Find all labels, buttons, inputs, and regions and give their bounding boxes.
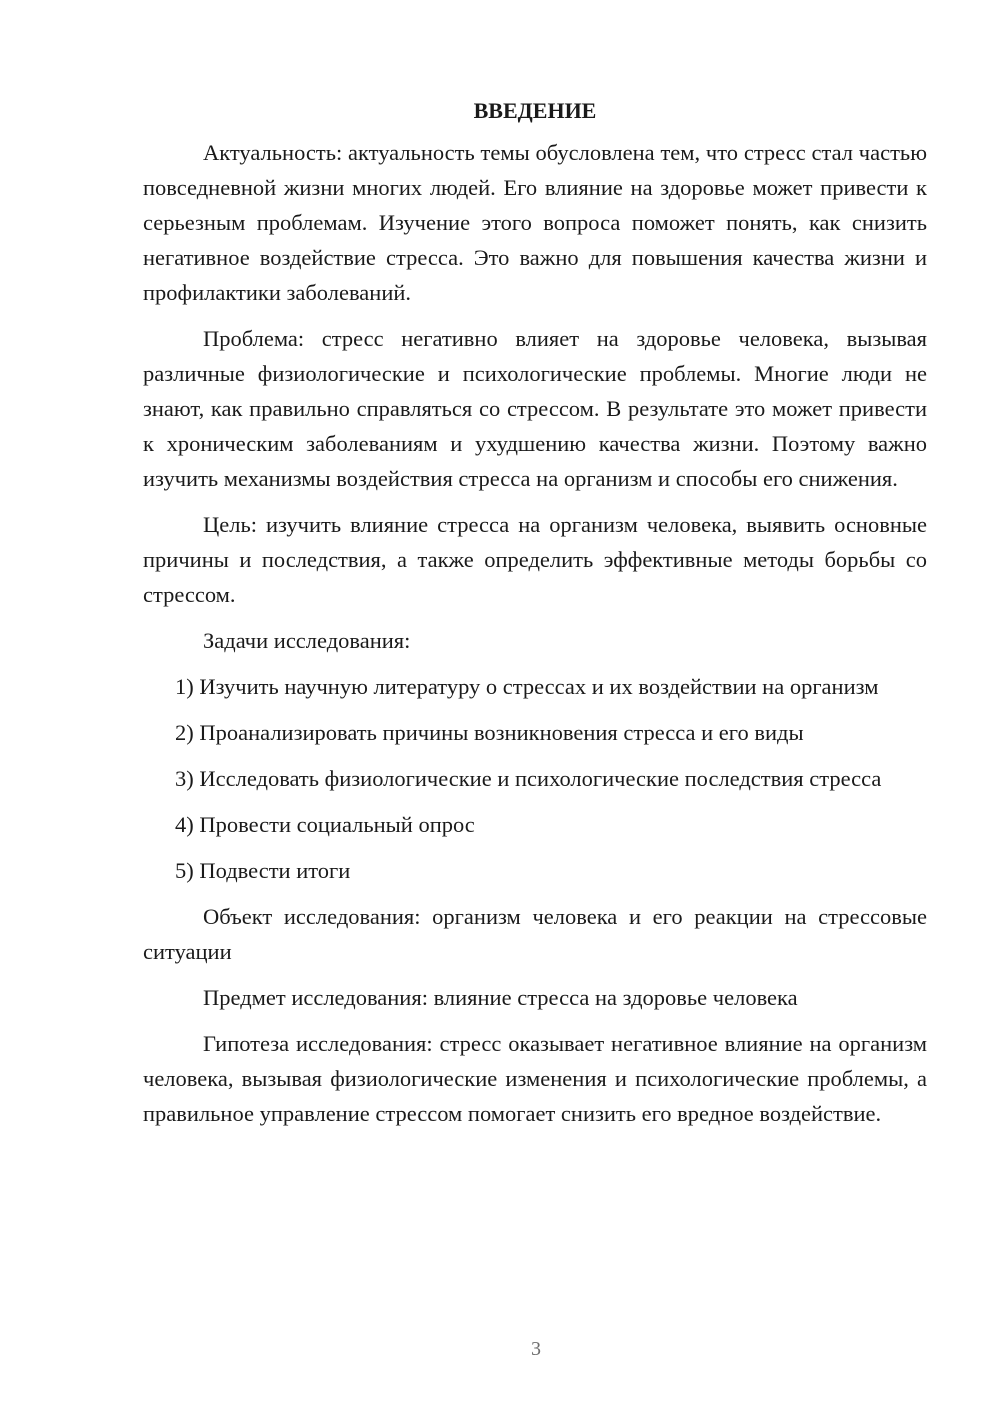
paragraph-subject: Предмет исследования: влияние стресса на здоровье человека	[203, 985, 798, 1010]
paragraph-problem: Проблема: стресс негативно влияет на здоровье человека, вызывая различные физиологические и психологические проблемы. Многие люди не знают, как правильно справляться со стрессом. В результате это может привести к хроническим заболеваниям и ухудшению качества жизни. Поэтому важно изучить механизмы воздействия стресса на организм и способы его снижения.	[143, 326, 927, 491]
paragraph-object: Объект исследования: организм человека и его реакции на стрессовые ситуации	[143, 904, 927, 964]
task-item-2: 2) Проанализировать причины возникновения стресса и его виды	[175, 720, 804, 745]
page-content	[143, 94, 927, 1142]
paragraph-hypothesis: Гипотеза исследования: стресс оказывает негативное влияние на организм человека, вызывая физиологические изменения и психологические проблемы, а правильное управление стрессом помогает снизить его вредное воздействие.	[143, 1031, 927, 1126]
task-item-5: 5) Подвести итоги	[175, 858, 351, 883]
page-number: 3	[531, 1338, 541, 1360]
paragraph-relevance: Актуальность: актуальность темы обусловлена тем, что стресс стал частью повседневной жизни многих людей. Его влияние на здоровье может привести к серьезным проблемам. Изучение этого вопроса поможет понять, как снизить негативное воздействие стресса. Это важно для повышения качества жизни и профилактики заболеваний.	[143, 140, 927, 305]
task-item-4: 4) Провести социальный опрос	[175, 812, 475, 837]
task-item-1: 1) Изучить научную литературу о стрессах и их воздействии на организм	[175, 674, 879, 699]
paragraph-goal: Цель: изучить влияние стресса на организм человека, выявить основные причины и последствия, а также определить эффективные методы борьбы со стрессом.	[143, 512, 927, 607]
tasks-heading: Задачи исследования:	[203, 628, 411, 653]
page-title: ВВЕДЕНИЕ	[473, 98, 597, 123]
task-item-3: 3) Исследовать физиологические и психологические последствия стресса	[175, 766, 882, 791]
